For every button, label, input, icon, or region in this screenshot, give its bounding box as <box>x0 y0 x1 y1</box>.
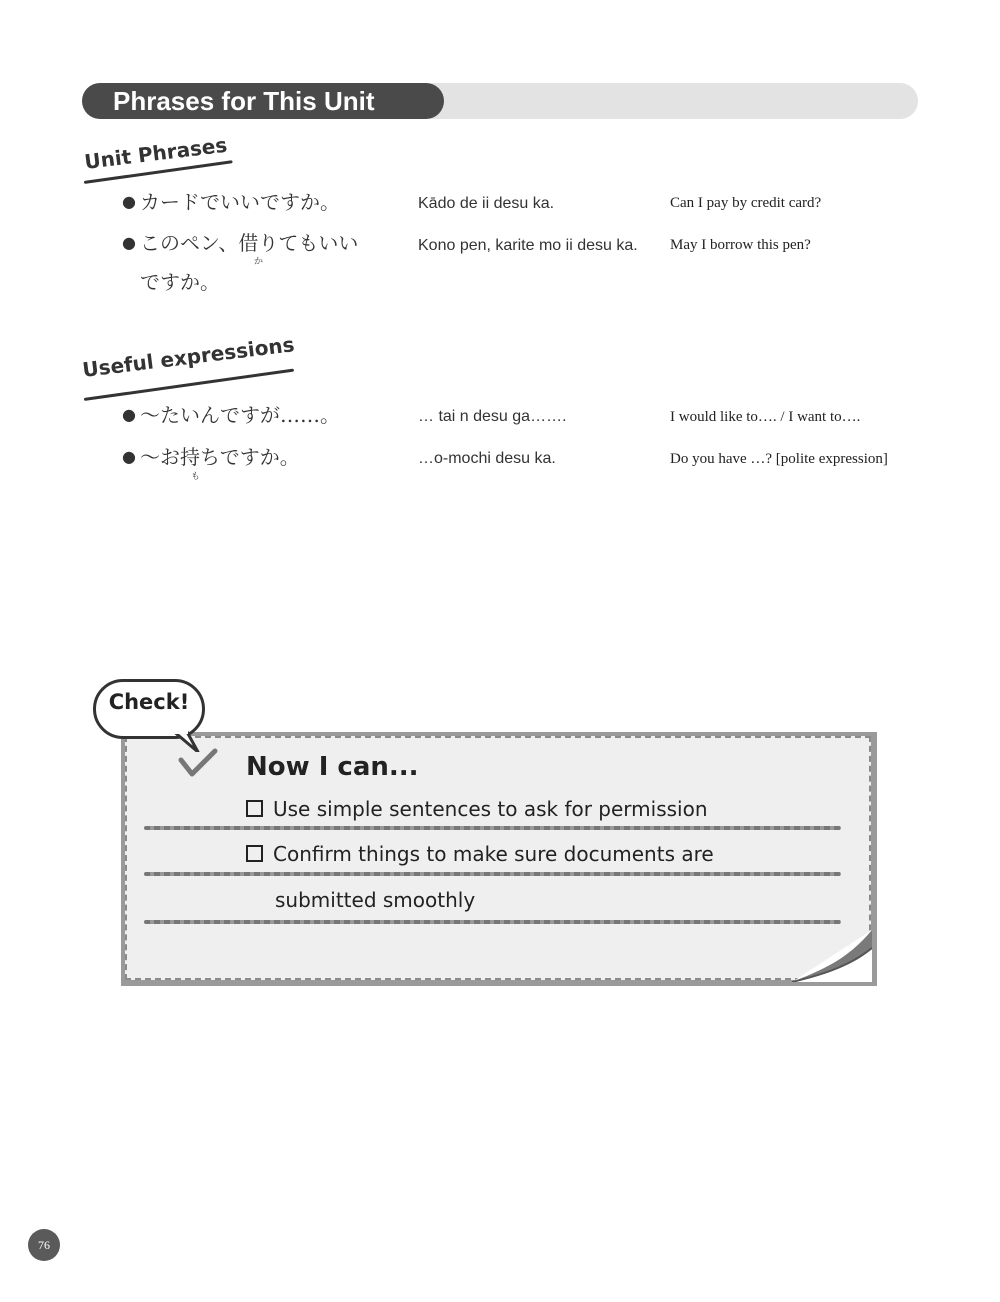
bullet-icon: ● <box>122 192 136 211</box>
phrase-row-1-jp: ● カードでいいですか。 <box>122 190 340 214</box>
phrase-row-1-romaji: Kādo de ii desu ka. <box>418 195 555 212</box>
phrase-row-2-romaji: Kono pen, karite mo ii desu ka. <box>418 237 638 254</box>
bullet-icon: ● <box>122 405 136 424</box>
expression-row-2-jp: ● ～お持ちですか。 <box>122 445 300 469</box>
checkbox-icon[interactable] <box>246 845 263 862</box>
line-divider <box>144 872 841 876</box>
expression-row-2-romaji: …o-mochi desu ka. <box>418 450 556 467</box>
phrase-row-1-english: Can I pay by credit card? <box>670 195 822 211</box>
page-title: Phrases for This Unit <box>113 86 375 116</box>
useful-expressions-heading: Useful expressions <box>81 332 296 382</box>
expression-row-1-jp: ● ～たいんですが……。 <box>122 403 340 427</box>
page-curl-icon <box>792 930 872 982</box>
check-bubble-label: Check! <box>108 690 190 714</box>
unit-phrases-heading: Unit Phrases <box>83 132 229 174</box>
line-divider <box>144 920 841 924</box>
phrase-row-2-jp-cont: ですか。 <box>140 270 220 294</box>
expression-row-1-romaji: … tai n desu ga……. <box>418 408 567 425</box>
expression-row-2-english: Do you have …? [polite expression] <box>670 451 888 467</box>
phrase-row-2-jp: ● このペン、借りてもいい <box>122 231 359 255</box>
ruby-kari: か <box>254 257 264 267</box>
checklist-item-1[interactable]: Use simple sentences to ask for permission <box>246 795 708 823</box>
checkbox-icon[interactable] <box>246 800 263 817</box>
phrase-row-2-english: May I borrow this pen? <box>670 237 811 253</box>
checklist-item-2-cont: submitted smoothly <box>275 888 476 912</box>
page-number: 76 <box>38 1238 50 1252</box>
ruby-mo: も <box>191 472 201 482</box>
expression-row-1-english: I would like to…. / I want to…. <box>670 409 861 425</box>
checkmark-icon <box>178 748 218 778</box>
now-i-can-title: Now I can... <box>246 752 419 782</box>
bullet-icon: ● <box>122 233 136 252</box>
line-divider <box>144 826 841 830</box>
bullet-icon: ● <box>122 447 136 466</box>
checklist-item-2[interactable]: Confirm things to make sure documents are <box>246 840 714 868</box>
